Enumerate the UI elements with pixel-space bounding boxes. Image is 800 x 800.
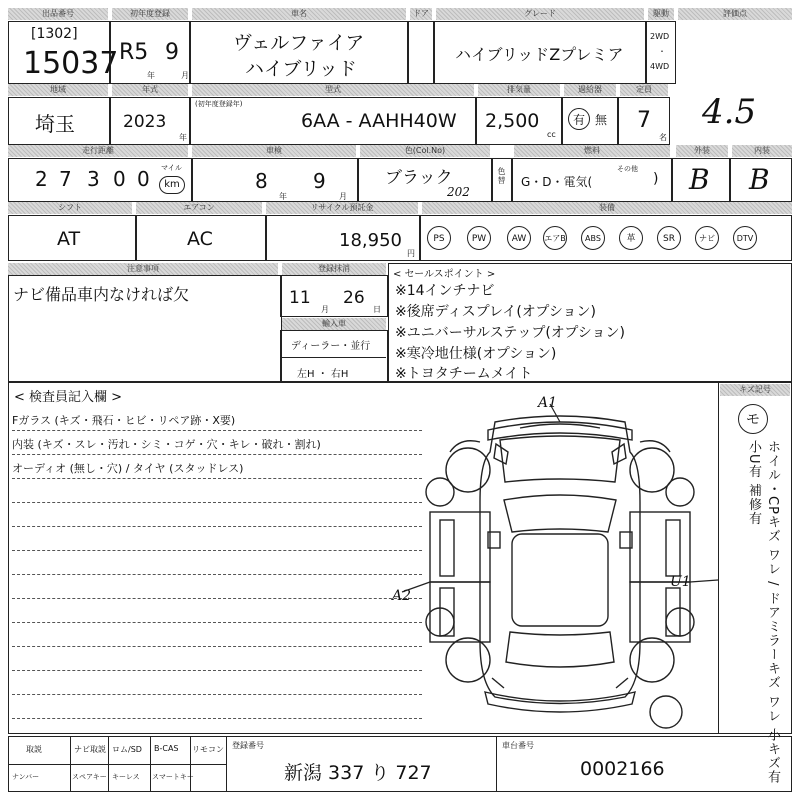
- region-header: 地域: [8, 84, 108, 96]
- equipment-header: 装備: [422, 202, 792, 214]
- capacity-value: 7: [637, 108, 651, 133]
- first-reg-era: R5: [119, 40, 149, 65]
- notes-cell: [8, 275, 282, 382]
- label-remote: リモコン: [192, 745, 224, 754]
- color-header: 色(Col.No): [360, 145, 490, 157]
- color-change-cell: [492, 158, 512, 202]
- score-header: 評価点: [678, 8, 792, 20]
- score-value: 4.5: [702, 92, 757, 132]
- color-change-label: 色替: [497, 167, 506, 185]
- registration-number: 新潟 337 り 727: [284, 762, 432, 784]
- equip-sr: SR: [657, 226, 681, 250]
- inspection-year-unit: 年: [279, 192, 287, 201]
- damage-side-note: ホイル・CPキズ ワレ / ドアミラーキズ ワレ 小キズ有 小U有 補修有: [746, 440, 780, 784]
- reg-expiry-day: 26: [343, 288, 365, 308]
- exterior-header: 外装: [676, 145, 728, 157]
- inspection-cell: [192, 158, 358, 202]
- color-name: ブラック: [385, 168, 453, 188]
- label-spare-key: スペアキー: [72, 773, 107, 781]
- notes-text: ナビ備品車内なければ欠: [13, 285, 190, 304]
- mileage-unit-mile: マイル: [161, 164, 182, 172]
- mileage-header: 走行距離: [8, 145, 188, 157]
- model-header: 型式: [192, 84, 474, 96]
- equip-abs: ABS: [581, 226, 605, 250]
- displacement-cell: [476, 97, 562, 145]
- sales-point-2: ※後席ディスプレイ(オプション): [395, 304, 597, 320]
- exterior-grade: B: [689, 163, 710, 196]
- exterior-cell: [672, 158, 730, 202]
- recycle-header: リサイクル預託金: [266, 202, 418, 214]
- displacement-header: 排気量: [478, 84, 560, 96]
- fuel-close: ): [653, 171, 659, 187]
- import-type: ディーラー・並行: [291, 341, 371, 352]
- grade-header: グレード: [436, 8, 644, 20]
- mileage-digit-4: 0: [113, 167, 126, 191]
- sales-point-5: ※トヨタチームメイト: [395, 366, 533, 382]
- mileage-unit-km: km: [159, 176, 185, 194]
- grade-cell: [434, 21, 646, 84]
- aircon-value: AC: [187, 228, 213, 250]
- reg-expiry-day-unit: 日: [373, 305, 381, 314]
- equip-dtv: DTV: [733, 226, 757, 250]
- displacement-unit: cc: [547, 130, 556, 139]
- shift-cell: [8, 215, 136, 261]
- grade-value: ハイブリッドZプレミア: [455, 45, 624, 64]
- mark-a1: A1: [538, 395, 558, 411]
- first-reg-month: 9: [165, 40, 179, 65]
- shift-header: シフト: [8, 202, 132, 214]
- sales-point-1: ※14インチナビ: [395, 283, 495, 299]
- car-name-line2: ハイブリッド: [245, 58, 357, 80]
- color-code: 202: [447, 185, 470, 199]
- interior-grade: B: [749, 163, 770, 196]
- notes-header: 注意事項: [8, 263, 278, 275]
- recycle-unit: 円: [407, 249, 415, 258]
- drive-2wd: 2WD: [650, 32, 670, 41]
- mileage-digit-2: 7: [59, 167, 72, 191]
- region-cell: [8, 97, 110, 145]
- inspector-line-2: 内装 (キズ・スレ・汚れ・シミ・コゲ・穴・キレ・破れ・割れ): [12, 438, 321, 451]
- first-reg-cell: [110, 21, 190, 84]
- fuel-cell: [512, 158, 672, 202]
- drive-cell: [646, 21, 676, 84]
- model-cell: [190, 97, 476, 145]
- recycle-cell: [266, 215, 420, 261]
- damage-code-badge: モ: [738, 404, 768, 434]
- lot-cell: [8, 21, 119, 84]
- equip-ps: PS: [427, 226, 451, 250]
- label-smart-key: スマートキー: [152, 773, 194, 781]
- mileage-digit-5: 0: [137, 167, 150, 191]
- mark-a2: A2: [392, 588, 412, 604]
- label-number-plate: ナンバー: [12, 773, 40, 781]
- equip-airbag: エアB: [543, 226, 567, 250]
- mark-u1: U1: [670, 574, 691, 590]
- drive-dot: ・: [658, 47, 666, 56]
- mileage-cell: [8, 158, 192, 202]
- recycle-value: 18,950: [339, 230, 402, 251]
- inspection-header: 車検: [192, 145, 356, 157]
- turbo-cell: [562, 97, 618, 145]
- first-reg-header: 初年度登録: [112, 8, 188, 20]
- model-year-unit: 年: [179, 133, 187, 142]
- door-header: ドア: [410, 8, 432, 20]
- import-header: 輸入車: [282, 318, 386, 330]
- lot-number: 15037: [23, 46, 119, 81]
- label-navi-manual: ナビ取説: [74, 745, 106, 754]
- label-keyless: キーレス: [112, 773, 140, 781]
- fuel-options: G・D・電気(: [521, 175, 593, 189]
- label-rom-sd: ロム/SD: [112, 745, 142, 754]
- sales-points-title: < セールスポイント >: [393, 269, 496, 280]
- model-code: 6AA - AAHH40W: [301, 110, 457, 132]
- capacity-unit: 名: [659, 133, 667, 142]
- chassis-number: 0002166: [580, 758, 665, 780]
- region-value: 埼玉: [35, 112, 75, 136]
- inspection-month-unit: 月: [339, 192, 347, 201]
- capacity-header: 定員: [620, 84, 668, 96]
- car-name-line1: ヴェルファイア: [233, 32, 365, 54]
- label-manual: 取説: [26, 745, 42, 754]
- reg-expiry-header: 登録抹消: [282, 263, 386, 275]
- color-cell: [358, 158, 492, 202]
- equip-pw: PW: [467, 226, 491, 250]
- turbo-header: 過給器: [564, 84, 616, 96]
- registration-header: 登録番号: [232, 741, 264, 750]
- aircon-cell: [136, 215, 266, 261]
- interior-header: 内装: [732, 145, 792, 157]
- handle-side: 左H ・ 右H: [297, 369, 349, 380]
- mileage-digit-1: 2: [35, 167, 48, 191]
- model-note: (初年度登録年): [195, 100, 243, 108]
- model-year-cell: [110, 97, 190, 145]
- fuel-other-label: その他: [617, 165, 638, 173]
- equip-navi: ナビ: [695, 226, 719, 250]
- door-cell: [408, 21, 434, 84]
- equip-leather: 革: [619, 226, 643, 250]
- sales-points-cell: [388, 263, 792, 382]
- lot-header: 出品番号: [8, 8, 108, 20]
- inspection-year: 8: [255, 169, 268, 193]
- car-name-header: 車名: [192, 8, 406, 20]
- turbo-yes: 有: [568, 108, 590, 130]
- inspector-line-3: オーディオ (無し・穴) / タイヤ (スタッドレス): [12, 462, 244, 475]
- damage-code-header: キズ記号: [720, 384, 790, 396]
- sales-point-3: ※ユニバーサルステップ(オプション): [395, 325, 625, 341]
- equip-aw: AW: [507, 226, 531, 250]
- reg-expiry-cell: [280, 275, 388, 317]
- shift-value: AT: [57, 228, 81, 250]
- displacement-value: 2,500: [485, 110, 540, 132]
- sales-point-4: ※寒冷地仕様(オプション): [395, 346, 557, 362]
- drive-header: 駆動: [648, 8, 674, 20]
- inspector-line-1: Fガラス (キズ・飛石・ヒビ・リペア跡・X要): [12, 414, 236, 427]
- drive-4wd: 4WD: [650, 62, 670, 71]
- reg-expiry-month: 11: [289, 288, 311, 308]
- turbo-no: 無: [595, 113, 608, 127]
- mileage-digit-3: 3: [87, 167, 100, 191]
- model-year-header: 年式: [112, 84, 188, 96]
- import-cell: [280, 330, 388, 382]
- inspection-month: 9: [313, 169, 326, 193]
- aircon-header: エアコン: [136, 202, 262, 214]
- model-year-value: 2023: [123, 112, 167, 132]
- first-reg-year-unit: 年: [147, 71, 155, 80]
- capacity-cell: [618, 97, 670, 145]
- lot-prefix: [1302]: [31, 26, 78, 42]
- interior-cell: [730, 158, 792, 202]
- chassis-header: 車台番号: [502, 741, 534, 750]
- car-name-cell: [190, 21, 408, 84]
- car-damage-diagram: [400, 392, 720, 732]
- first-reg-month-unit: 月: [181, 71, 189, 80]
- label-bcas: B-CAS: [154, 744, 179, 753]
- equipment-cell: [420, 215, 792, 261]
- fuel-header: 燃料: [514, 145, 670, 157]
- reg-expiry-month-unit: 月: [321, 305, 329, 314]
- inspector-title: < 検査員記入欄 >: [14, 390, 123, 405]
